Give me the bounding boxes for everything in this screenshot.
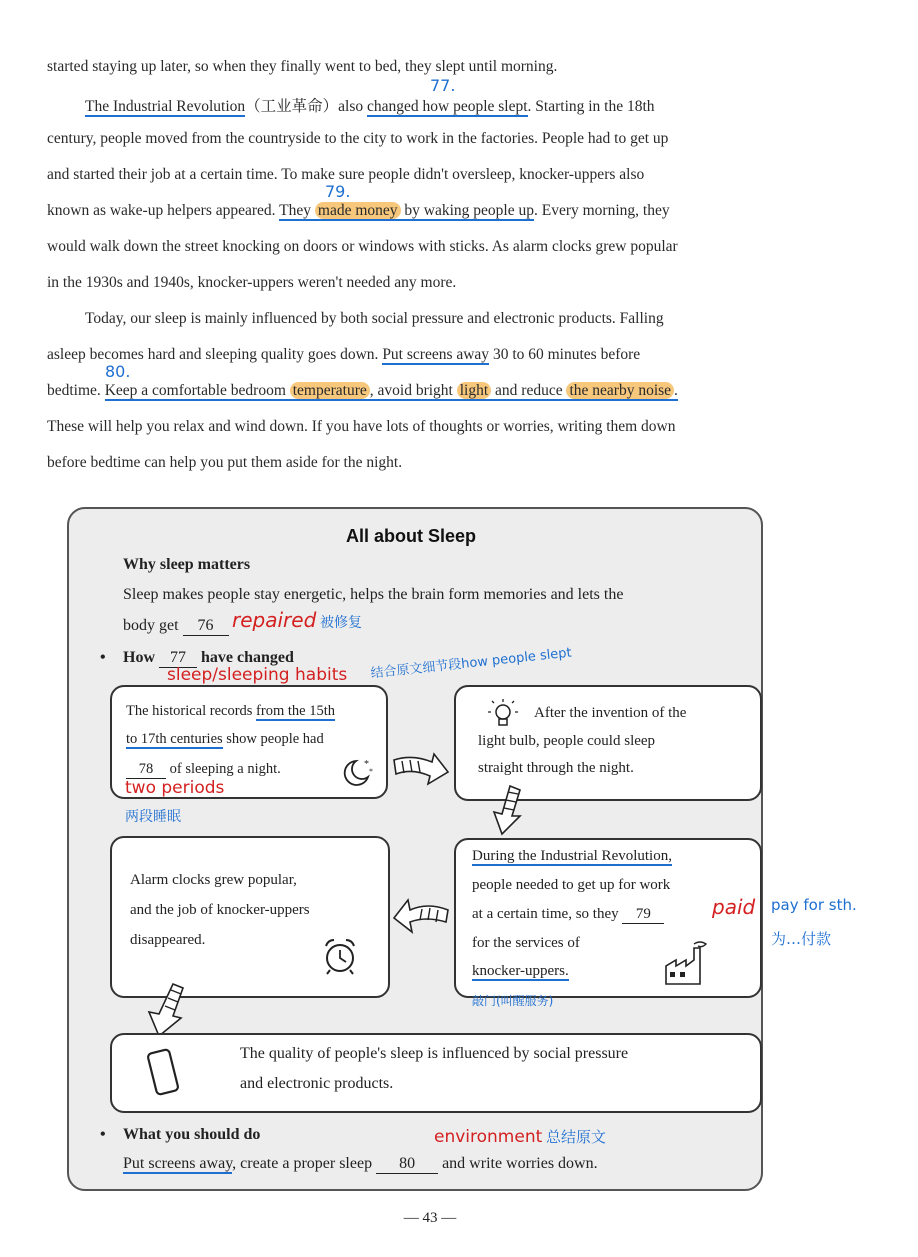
text: of sleeping a night. [169,761,281,777]
answer-80: environment [434,1127,543,1147]
underlined-phrase [105,382,678,401]
passage-line: before bedtime can help you put them aside for the night. [47,454,403,471]
answer-79-note: pay for sth. [771,896,857,914]
knocker-note: 敲门(叫醒服务) [472,994,554,1008]
what-text [123,1155,598,1174]
box-text: After the invention of the [534,705,687,721]
bullet: • [100,1126,106,1143]
box-text [472,906,664,924]
bullet: • [100,649,106,666]
what-heading: What you should do [123,1126,261,1143]
svg-text:*: * [369,767,373,776]
box-text: Alarm clocks grew popular, [130,872,297,888]
text: The historical records [126,703,253,719]
alarm-clock-icon [320,936,360,976]
striped-arrow-icon [145,982,189,1038]
text: known as wake-up helpers appeared. [47,202,276,219]
text: . Starting in the 18th [527,98,655,115]
box-text: and electronic products. [240,1075,394,1092]
why-heading: Why sleep matters [123,556,251,573]
underlined-phrase: changed how people slept [366,98,528,115]
text: 30 to 60 minutes before [492,346,641,363]
box-text [472,848,672,865]
passage-line [47,346,640,364]
text: and reduce [495,382,563,399]
text: have changed [201,649,294,666]
annotation-77: 77. [430,76,456,95]
text: bedtime. [47,382,101,399]
passage-line [85,94,655,116]
moon-stars-icon [340,757,374,787]
text: , create a proper sleep [232,1155,373,1172]
box-text: The quality of people's sleep is influenced by social pressure [240,1045,629,1062]
blank-78: 78 [126,761,166,779]
passage-line: would walk down the street knocking on doors or windows with sticks. As alarm clocks grew popular [47,238,678,255]
text: They [279,202,312,219]
box-text [126,703,335,720]
passage-line [47,202,670,220]
answer-80-note: 总结原文 [546,1128,607,1146]
box-text: straight through the night. [478,760,634,776]
passage-line: started staying up later, so when they finally went to bed, they slept until morning. [47,58,558,75]
underlined-phrase: During the Industrial Revolution, [472,848,672,864]
box-text: for the services of [472,935,580,951]
box-text: and the job of knocker-uppers [130,902,310,918]
highlighted-phrase: light [457,382,491,399]
why-text: Sleep makes people stay energetic, helps the brain form memories and lets the [123,586,624,603]
answer-79: paid [712,895,756,919]
box-text: people needed to get up for work [472,877,671,893]
blank-80: 80 [376,1155,438,1174]
box-text [472,963,569,980]
striped-arrow-icon [392,752,450,786]
passage-line: Today, our sleep is mainly influenced by both social pressure and electronic products. Falling [85,310,664,327]
blank-76: 76 [183,617,229,636]
passage-line: century, people moved from the countryside to the city to work in the factories. People had to get up [47,130,669,147]
smartphone-icon [142,1047,184,1099]
answer-77: sleep/sleeping habits [167,665,348,685]
underlined-phrase: knocker-uppers. [472,963,569,979]
text: by waking people up [404,202,534,219]
underlined-phrase: The Industrial Revolution [85,98,246,115]
answer-76: repaired [232,608,317,632]
lightbulb-icon [486,697,520,731]
page-number: — 43 — [403,1210,457,1226]
passage-line: in the 1930s and 1940s, knocker-uppers weren't needed any more. [47,274,457,291]
text: . [674,382,678,399]
annotation-80: 80. [105,362,131,381]
factory-icon [664,938,710,986]
highlighted-phrase: the nearby noise [566,382,674,399]
passage-line: These will help you relax and wind down. If you have lots of thoughts or worries, writing them down [47,418,676,435]
underlined-phrase: Put screens away [123,1155,233,1172]
underlined-phrase: to 17th centuries [126,731,223,747]
answer-79-note: 为…付款 [771,930,832,948]
highlighted-phrase: made money [315,202,401,219]
answer-78: two periods [125,778,225,798]
info-box-alarm-clocks [110,836,390,998]
striped-arrow-icon [486,784,526,836]
answer-78-note: 两段睡眠 [125,809,181,825]
text: Keep a comfortable bedroom [104,382,286,399]
box-text: disappeared. [130,932,206,948]
passage-line: and started their job at a certain time. To make sure people didn't oversleep, knocker-uppers also [47,166,645,183]
text: show people had [226,731,324,747]
panel-title: All about Sleep [346,526,477,546]
underlined-phrase: Put screens away [382,346,490,363]
box-text: light bulb, people could sleep [478,733,656,749]
svg-text:*: * [364,759,369,770]
text: （工业革命）also [245,98,364,115]
blank-77: 77 [159,649,197,668]
text: body get [123,617,179,634]
underlined-phrase: from the 15th [256,703,335,719]
text: , avoid bright [369,382,453,399]
text: How [123,649,155,666]
answer-77-note: 结合原文细节段how people slept [369,645,573,682]
answer-76-note: 被修复 [320,615,362,631]
text: . Every morning, they [533,202,670,219]
annotation-79: 79. [325,182,351,201]
highlighted-phrase: temperature [290,382,370,399]
why-text [123,617,229,636]
passage-line [47,382,678,400]
box-text [126,731,324,748]
text: and write worries down. [442,1155,598,1172]
box-text [126,761,281,779]
text: asleep becomes hard and sleeping quality goes down. [47,346,379,363]
blank-79: 79 [622,906,664,924]
info-box-today [110,1033,762,1113]
text: at a certain time, so they [472,906,619,922]
striped-arrow-icon [392,896,450,934]
underlined-phrase [279,202,534,221]
